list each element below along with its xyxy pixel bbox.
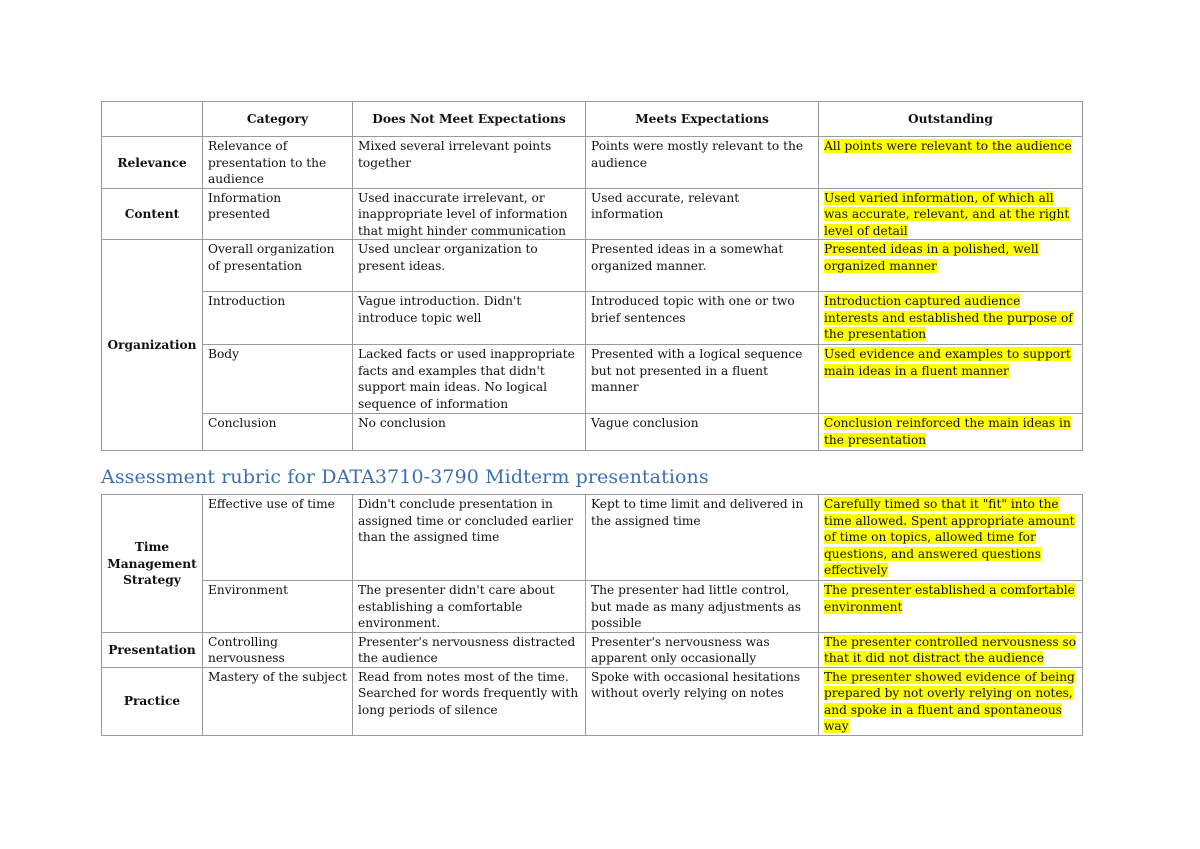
cell-meets: Points were mostly relevant to the audience: [586, 137, 819, 189]
cell-meets: Used accurate, relevant information: [586, 188, 819, 240]
cell-outstanding: [819, 581, 1083, 633]
table-header-row: [102, 102, 1083, 137]
cell-outstanding: [819, 414, 1083, 451]
highlighted-text: Carefully timed so that it "fit" into the time allowed. Spent appropriate amount of time on topics, allowed time for questions, and answered questions effectively: [824, 497, 1075, 577]
highlighted-text: Conclusion reinforced the main ideas in the presentation: [824, 416, 1071, 447]
cell-does-not-meet: Lacked facts or used inappropriate facts and examples that didn't support main ideas. No logical sequence of information: [353, 345, 586, 414]
header-group: [102, 102, 203, 137]
cell-category: Mastery of the subject: [203, 667, 353, 735]
group-label-presentation: Presentation: [102, 632, 203, 667]
cell-outstanding: [819, 345, 1083, 414]
cell-meets: Introduced topic with one or two brief sentences: [586, 292, 819, 345]
table-row: [102, 632, 1083, 667]
cell-category: Environment: [203, 581, 353, 633]
highlighted-text: Used evidence and examples to support main ideas in a fluent manner: [824, 347, 1071, 378]
cell-category: Controlling nervousness: [203, 632, 353, 667]
cell-does-not-meet: Vague introduction. Didn't introduce topic well: [353, 292, 586, 345]
highlighted-text: Used varied information, of which all was accurate, relevant, and at the right level of detail: [824, 190, 1070, 238]
highlighted-text: The presenter established a comfortable environment: [824, 583, 1075, 614]
cell-outstanding: [819, 667, 1083, 735]
cell-does-not-meet: Read from notes most of the time. Searched for words frequently with long periods of silence: [353, 667, 586, 735]
table-row: [102, 581, 1083, 633]
cell-outstanding: [819, 632, 1083, 667]
cell-meets: Vague conclusion: [586, 414, 819, 451]
cell-category: Introduction: [203, 292, 353, 345]
highlighted-text: The presenter controlled nervousness so that it did not distract the audience: [824, 634, 1077, 665]
cell-category: Body: [203, 345, 353, 414]
cell-meets: Presenter's nervousness was apparent only occasionally: [586, 632, 819, 667]
cell-meets: Spoke with occasional hesitations without overly relying on notes: [586, 667, 819, 735]
cell-meets: The presenter had little control, but made as many adjustments as possible: [586, 581, 819, 633]
group-label-practice: Practice: [102, 667, 203, 735]
cell-outstanding: [819, 292, 1083, 345]
cell-meets: Kept to time limit and delivered in the assigned time: [586, 495, 819, 581]
cell-does-not-meet: Presenter's nervousness distracted the audience: [353, 632, 586, 667]
header-meets: Meets Expectations: [586, 102, 819, 137]
cell-outstanding: [819, 240, 1083, 292]
group-label-time-management: Time Management Strategy: [102, 495, 203, 633]
cell-category: Effective use of time: [203, 495, 353, 581]
rubric-table-2: [101, 494, 1083, 736]
cell-category: Conclusion: [203, 414, 353, 451]
cell-category: Information presented: [203, 188, 353, 240]
cell-does-not-meet: Used unclear organization to present ideas.: [353, 240, 586, 292]
header-outstanding: Outstanding: [819, 102, 1083, 137]
highlighted-text: Introduction captured audience interests and established the purpose of the presentation: [824, 294, 1073, 341]
cell-meets: Presented ideas in a somewhat organized manner.: [586, 240, 819, 292]
table-row: [102, 240, 1083, 292]
cell-category: Relevance of presentation to the audience: [203, 137, 353, 189]
header-does-not-meet: Does Not Meet Expectations: [353, 102, 586, 137]
cell-does-not-meet: Used inaccurate irrelevant, or inappropriate level of information that might hinder communication: [353, 188, 586, 240]
cell-does-not-meet: The presenter didn't care about establishing a comfortable environment.: [353, 581, 586, 633]
cell-meets: Presented with a logical sequence but not presented in a fluent manner: [586, 345, 819, 414]
table-row: [102, 345, 1083, 414]
group-label-content: Content: [102, 188, 203, 240]
cell-category: Overall organization of presentation: [203, 240, 353, 292]
cell-outstanding: [819, 495, 1083, 581]
cell-outstanding: [819, 137, 1083, 189]
cell-does-not-meet: No conclusion: [353, 414, 586, 451]
highlighted-text: All points were relevant to the audience: [824, 139, 1072, 153]
highlighted-text: The presenter showed evidence of being prepared by not overly relying on notes, and spoke in a fluent and spontaneous way: [824, 669, 1075, 733]
header-category: Category: [203, 102, 353, 137]
highlighted-text: Presented ideas in a polished, well organized manner: [824, 242, 1039, 273]
table-row: [102, 495, 1083, 581]
cell-does-not-meet: Mixed several irrelevant points together: [353, 137, 586, 189]
rubric-table-1: [101, 101, 1083, 451]
group-label-organization: Organization: [102, 240, 203, 451]
table-row: [102, 188, 1083, 240]
table-row: [102, 292, 1083, 345]
cell-outstanding: [819, 188, 1083, 240]
group-label-relevance: Relevance: [102, 137, 203, 189]
table-row: [102, 414, 1083, 451]
cell-does-not-meet: Didn't conclude presentation in assigned time or concluded earlier than the assigned time: [353, 495, 586, 581]
table-caption: Assessment rubric for DATA3710-3790 Midterm presentations: [101, 466, 709, 488]
table-row: [102, 667, 1083, 735]
table-row: [102, 137, 1083, 189]
